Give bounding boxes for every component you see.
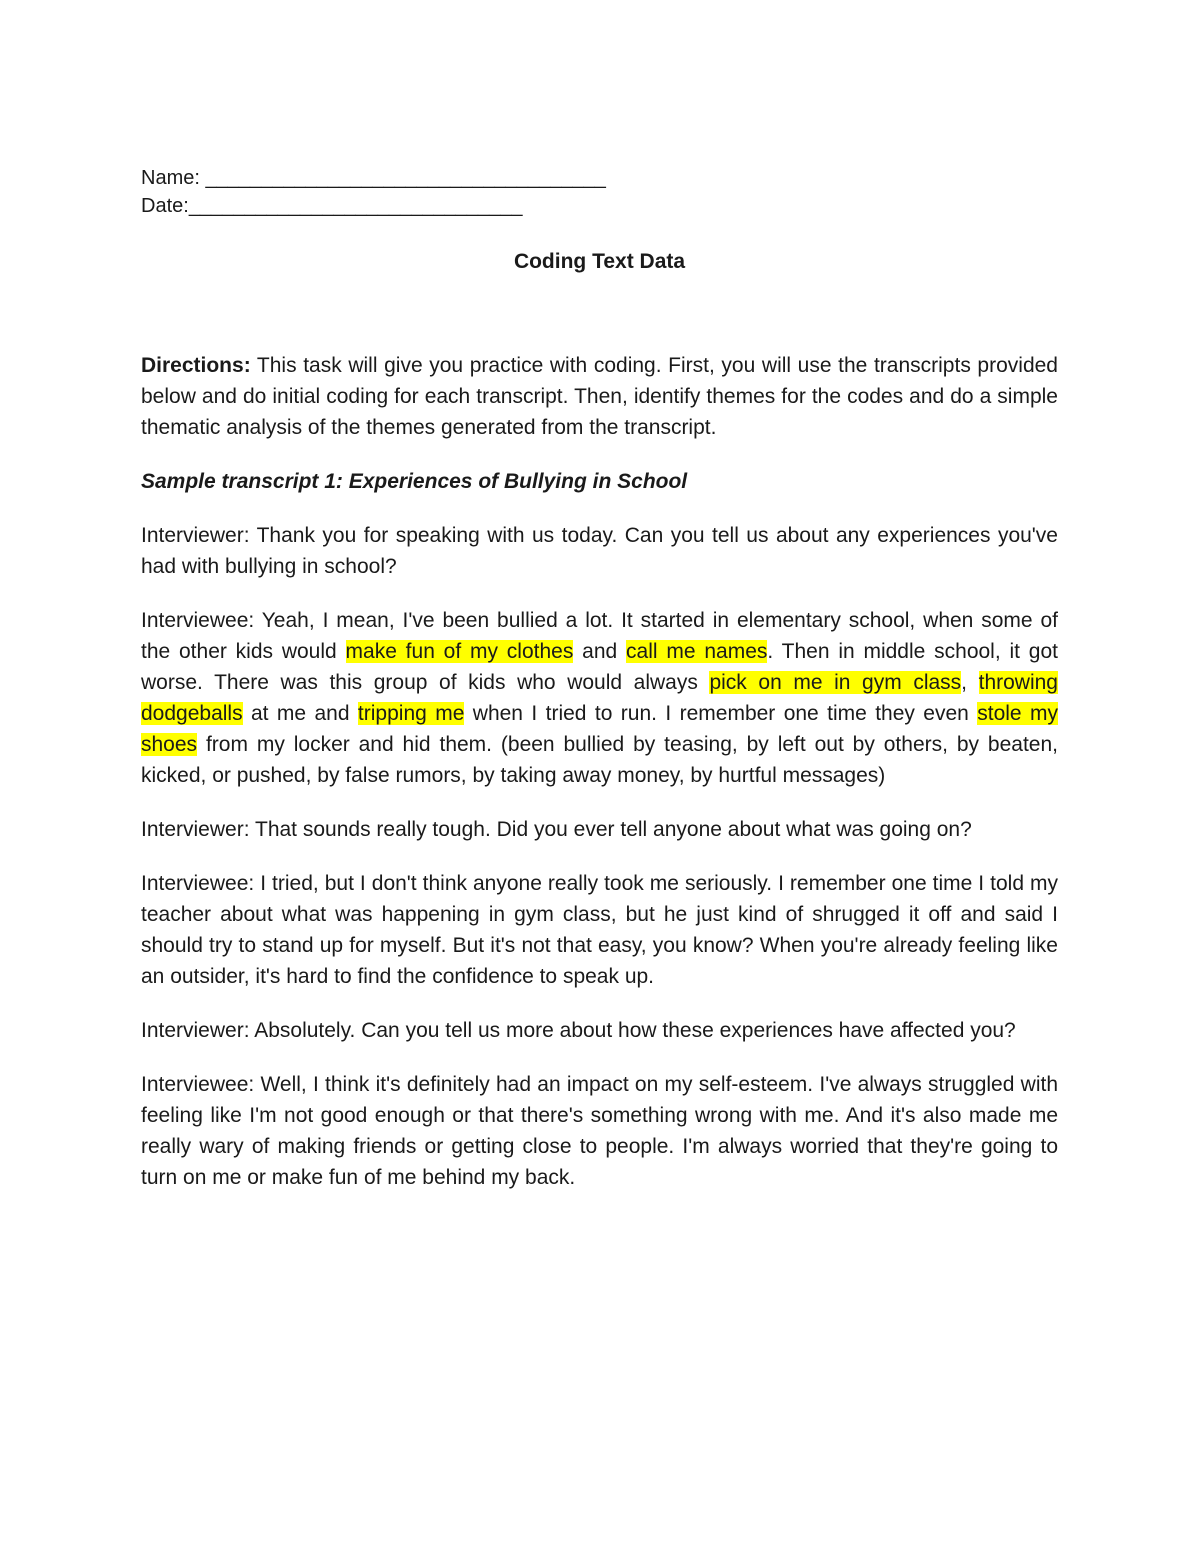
date-field bbox=[141, 192, 1058, 220]
transcript-heading: Sample transcript 1: Experiences of Bullying in School bbox=[141, 470, 688, 493]
directions-text: This task will give you practice with coding. First, you will use the transcripts provided below and do initial coding for each transcript. Then, identify themes for the codes and do a simple thematic analysis of the themes generated from the transcript. bbox=[141, 354, 1058, 439]
interviewee-answer-2: Interviewee: I tried, but I don't think anyone really took me seriously. I remember one time I told my teacher about what was happening in gym class, but he just kind of shrugged it off and said I should try to stand up for myself. But it's not that easy, you know? When you're already feeling like an outsider, it's hard to find the confidence to speak up. bbox=[141, 872, 1058, 988]
answer-text: Interviewee: Yeah, I mean, I've been bullied a lot. It started in elementary school, when some of the other kids would bbox=[141, 609, 1058, 663]
name-label: Name: bbox=[141, 167, 200, 189]
answer-text: at me and bbox=[242, 702, 358, 725]
interviewer-question-1: Interviewer: Thank you for speaking with us today. Can you tell us about any experiences you've had with bullying in school? bbox=[141, 524, 1058, 578]
highlighted-code: make fun of my clothes bbox=[345, 640, 574, 663]
interviewer-question-3: Interviewer: Absolutely. Can you tell us more about how these experiences have affected you? bbox=[141, 1019, 1016, 1042]
directions-label: Directions: bbox=[141, 354, 251, 377]
document-body bbox=[141, 164, 1058, 1216]
answer-text: , bbox=[961, 671, 979, 694]
highlighted-code: call me names bbox=[626, 640, 768, 663]
highlighted-code: stole my shoes bbox=[141, 702, 1058, 756]
answer-text: and bbox=[573, 640, 627, 663]
interviewee-answer-3: Interviewee: Well, I think it's definitely had an impact on my self-esteem. I've always struggled with feeling like I'm not good enough or that there's something wrong with me. And it's also made me really wary of making friends or getting close to people. I'm always worried that they're going to turn on me or make fun of me behind my back. bbox=[141, 1073, 1058, 1189]
date-blank: ______________________________ bbox=[188, 195, 523, 217]
date-label: Date: bbox=[141, 195, 189, 217]
directions-paragraph bbox=[141, 350, 1058, 443]
highlighted-code: tripping me bbox=[357, 702, 465, 725]
highlighted-code: pick on me in gym class bbox=[709, 671, 962, 694]
document-title: Coding Text Data bbox=[513, 250, 686, 273]
name-field bbox=[141, 164, 1058, 192]
answer-text: . Then in middle school, it got worse. There was this group of kids who would always bbox=[141, 640, 1058, 694]
answer-text: from my locker and hid them. (been bullied by teasing, by left out by others, by beaten, kicked, or pushed, by false rumors, by taking away money, by hurtful messages) bbox=[141, 733, 1058, 787]
answer-text: when I tried to run. I remember one time they even bbox=[464, 702, 978, 725]
highlighted-code: throwing dodgeballs bbox=[141, 671, 1058, 725]
interviewee-answer-1 bbox=[141, 605, 1058, 791]
interviewer-question-2: Interviewer: That sounds really tough. Did you ever tell anyone about what was going on? bbox=[141, 818, 972, 841]
name-blank: ____________________________________ bbox=[199, 167, 606, 189]
